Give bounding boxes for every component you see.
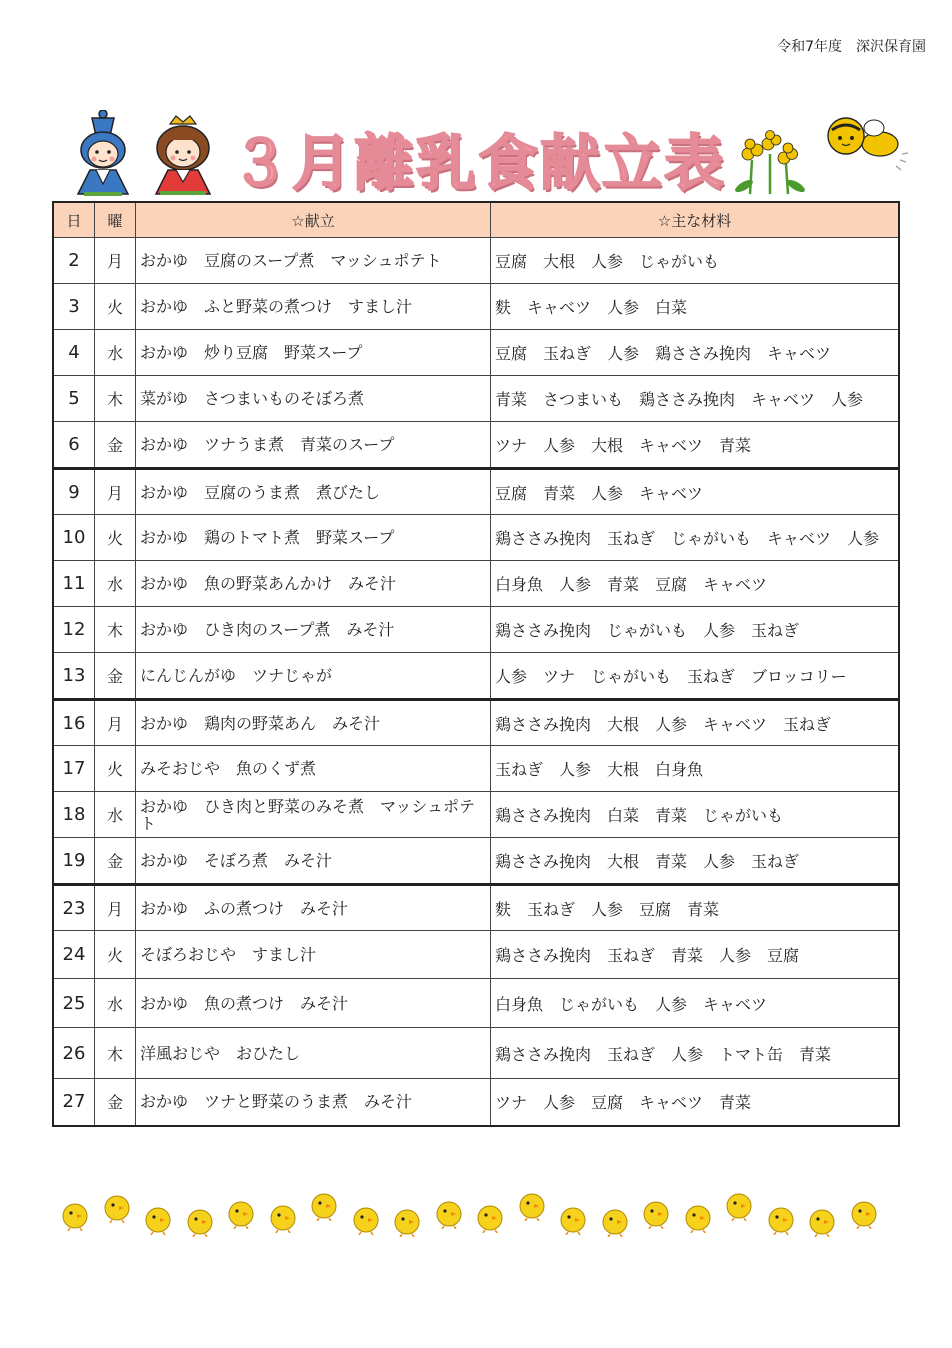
- ingredients-cell: 鶏ささみ挽肉 玉ねぎ 人参 トマト缶 青菜: [491, 1028, 900, 1079]
- weekday-cell: 火: [95, 931, 136, 979]
- chick-icon: [226, 1197, 256, 1229]
- chick-icon: [683, 1201, 713, 1233]
- day-cell: 2: [53, 238, 95, 284]
- chick-icon: [600, 1205, 630, 1237]
- ingredients-cell: 鶏ささみ挽肉 白菜 青菜 じゃがいも: [491, 792, 900, 838]
- table-row: [53, 700, 899, 746]
- weekday-cell: 金: [95, 838, 136, 885]
- menu-cell: おかゆ 鶏肉の野菜あん みそ汁: [136, 700, 491, 746]
- table-row: [53, 330, 899, 376]
- column-header-weekday: 曜: [95, 202, 136, 238]
- menu-cell: おかゆ ひき肉と野菜のみそ煮 マッシュポテト: [136, 792, 491, 838]
- chick-icon: [475, 1201, 505, 1233]
- day-cell: 23: [53, 885, 95, 931]
- day-cell: 6: [53, 422, 95, 469]
- day-cell: 4: [53, 330, 95, 376]
- organization-label: 令和7年度 深沢保育園: [777, 39, 926, 55]
- day-cell: 17: [53, 746, 95, 792]
- chick-icon: [434, 1197, 464, 1229]
- weekday-cell: 水: [95, 792, 136, 838]
- table-row: [53, 746, 899, 792]
- ingredients-cell: 麩 玉ねぎ 人参 豆腐 青菜: [491, 885, 900, 931]
- day-cell: 10: [53, 515, 95, 561]
- weekday-cell: 水: [95, 561, 136, 607]
- day-cell: 18: [53, 792, 95, 838]
- menu-cell: おかゆ ツナと野菜のうま煮 みそ汁: [136, 1079, 491, 1126]
- menu-cell: そぼろおじや すまし汁: [136, 931, 491, 979]
- ingredients-cell: 玉ねぎ 人参 大根 白身魚: [491, 746, 900, 792]
- hina-girl-icon: [148, 114, 218, 196]
- ingredients-cell: 豆腐 青菜 人参 キャベツ: [491, 469, 900, 515]
- ingredients-cell: ツナ 人参 大根 キャベツ 青菜: [491, 422, 900, 469]
- weekday-cell: 金: [95, 1079, 136, 1126]
- weekday-cell: 木: [95, 607, 136, 653]
- ingredients-cell: 豆腐 玉ねぎ 人参 鶏ささみ挽肉 キャベツ: [491, 330, 900, 376]
- chick-icon: [849, 1197, 879, 1229]
- weekday-cell: 月: [95, 238, 136, 284]
- table-row: [53, 284, 899, 330]
- chick-icon: [102, 1191, 132, 1223]
- day-cell: 3: [53, 284, 95, 330]
- menu-cell: 洋風おじや おひたし: [136, 1028, 491, 1079]
- chick-icon: [724, 1189, 754, 1221]
- menu-cell: おかゆ ふと野菜の煮つけ すまし汁: [136, 284, 491, 330]
- table-row: [53, 792, 899, 838]
- table-row: [53, 422, 899, 469]
- chick-icon: [392, 1205, 422, 1237]
- ingredients-cell: 鶏ささみ挽肉 玉ねぎ じゃがいも キャベツ 人参: [491, 515, 900, 561]
- table-row: [53, 607, 899, 653]
- ingredients-cell: 鶏ささみ挽肉 大根 青菜 人参 玉ねぎ: [491, 838, 900, 885]
- table-row: [53, 885, 899, 931]
- bee-icon: [810, 110, 910, 176]
- title-banner: [70, 110, 910, 200]
- day-cell: 16: [53, 700, 95, 746]
- table-row: [53, 653, 899, 700]
- menu-table: [52, 201, 900, 1127]
- table-row: [53, 376, 899, 422]
- menu-cell: おかゆ 豆腐のスープ煮 マッシュポテト: [136, 238, 491, 284]
- table-row: [53, 238, 899, 284]
- weekday-cell: 木: [95, 376, 136, 422]
- chick-icon: [641, 1197, 671, 1229]
- chick-border: [60, 1185, 890, 1245]
- column-header-ingredients: ☆主な材料: [491, 202, 900, 238]
- menu-cell: おかゆ ツナうま煮 青菜のスープ: [136, 422, 491, 469]
- menu-cell: おかゆ 魚の野菜あんかけ みそ汁: [136, 561, 491, 607]
- menu-cell: みそおじや 魚のくず煮: [136, 746, 491, 792]
- menu-table-body: [53, 238, 899, 1126]
- weekday-cell: 火: [95, 284, 136, 330]
- day-cell: 25: [53, 979, 95, 1028]
- chick-icon: [143, 1203, 173, 1235]
- ingredients-cell: 人参 ツナ じゃがいも 玉ねぎ ブロッコリー: [491, 653, 900, 700]
- chick-icon: [517, 1189, 547, 1221]
- table-row: [53, 515, 899, 561]
- weekday-cell: 金: [95, 653, 136, 700]
- chick-icon: [766, 1203, 796, 1235]
- ingredients-cell: 鶏ささみ挽肉 玉ねぎ 青菜 人参 豆腐: [491, 931, 900, 979]
- weekday-cell: 月: [95, 469, 136, 515]
- chick-icon: [309, 1189, 339, 1221]
- menu-cell: おかゆ ふの煮つけ みそ汁: [136, 885, 491, 931]
- table-row: [53, 469, 899, 515]
- day-cell: 27: [53, 1079, 95, 1126]
- chick-icon: [185, 1205, 215, 1237]
- menu-cell: おかゆ 鶏のトマト煮 野菜スープ: [136, 515, 491, 561]
- page-title: ３月離乳食献立表: [230, 129, 726, 199]
- day-cell: 24: [53, 931, 95, 979]
- menu-cell: おかゆ 魚の煮つけ みそ汁: [136, 979, 491, 1028]
- table-row: [53, 1028, 899, 1079]
- chick-icon: [60, 1199, 90, 1231]
- weekday-cell: 木: [95, 1028, 136, 1079]
- weekday-cell: 水: [95, 979, 136, 1028]
- chick-icon: [558, 1203, 588, 1235]
- ingredients-cell: 豆腐 大根 人参 じゃがいも: [491, 238, 900, 284]
- hina-boy-icon: [70, 110, 136, 196]
- table-row: [53, 979, 899, 1028]
- table-header-row: [53, 202, 899, 238]
- day-cell: 5: [53, 376, 95, 422]
- day-cell: 26: [53, 1028, 95, 1079]
- day-cell: 12: [53, 607, 95, 653]
- table-row: [53, 838, 899, 885]
- menu-cell: おかゆ ひき肉のスープ煮 みそ汁: [136, 607, 491, 653]
- ingredients-cell: 鶏ささみ挽肉 大根 人参 キャベツ 玉ねぎ: [491, 700, 900, 746]
- ingredients-cell: 麩 キャベツ 人参 白菜: [491, 284, 900, 330]
- table-row: [53, 561, 899, 607]
- table-row: [53, 1079, 899, 1126]
- ingredients-cell: 鶏ささみ挽肉 じゃがいも 人参 玉ねぎ: [491, 607, 900, 653]
- weekday-cell: 月: [95, 885, 136, 931]
- ingredients-cell: ツナ 人参 豆腐 キャベツ 青菜: [491, 1079, 900, 1126]
- day-cell: 11: [53, 561, 95, 607]
- table-row: [53, 931, 899, 979]
- menu-cell: おかゆ 炒り豆腐 野菜スープ: [136, 330, 491, 376]
- chick-icon: [268, 1201, 298, 1233]
- menu-cell: おかゆ そぼろ煮 みそ汁: [136, 838, 491, 885]
- column-header-menu: ☆献立: [136, 202, 491, 238]
- menu-cell: 菜がゆ さつまいものそぼろ煮: [136, 376, 491, 422]
- weekday-cell: 金: [95, 422, 136, 469]
- chick-icon: [351, 1203, 381, 1235]
- ingredients-cell: 青菜 さつまいも 鶏ささみ挽肉 キャベツ 人参: [491, 376, 900, 422]
- day-cell: 19: [53, 838, 95, 885]
- ingredients-cell: 白身魚 じゃがいも 人参 キャベツ: [491, 979, 900, 1028]
- menu-cell: にんじんがゆ ツナじゃが: [136, 653, 491, 700]
- column-header-day: 日: [53, 202, 95, 238]
- weekday-cell: 水: [95, 330, 136, 376]
- rape-blossom-icon: [730, 130, 810, 196]
- menu-cell: おかゆ 豆腐のうま煮 煮びたし: [136, 469, 491, 515]
- day-cell: 13: [53, 653, 95, 700]
- ingredients-cell: 白身魚 人参 青菜 豆腐 キャベツ: [491, 561, 900, 607]
- day-cell: 9: [53, 469, 95, 515]
- weekday-cell: 火: [95, 515, 136, 561]
- weekday-cell: 火: [95, 746, 136, 792]
- weekday-cell: 月: [95, 700, 136, 746]
- chick-icon: [807, 1205, 837, 1237]
